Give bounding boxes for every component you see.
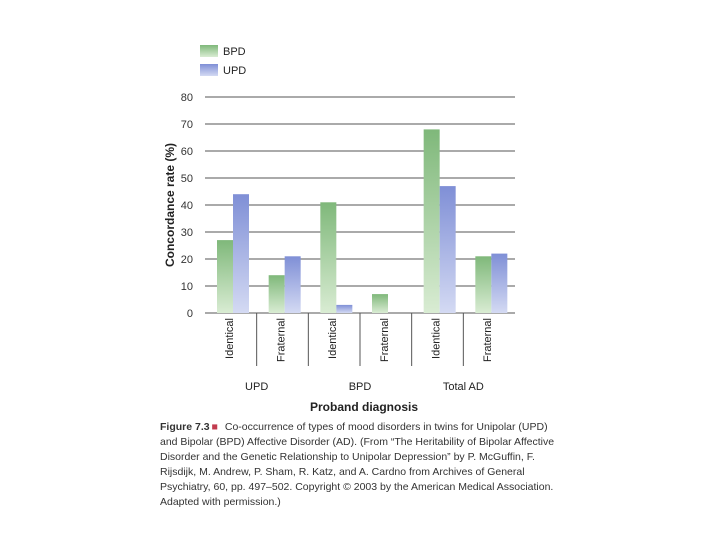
x-group-labels [245,381,484,393]
figure-label: Figure 7.3 [160,421,210,433]
grid-lines [205,97,515,313]
x-category-label: Fraternal [482,318,495,363]
bar-upd-2 [336,305,352,313]
x-group-label: UPD [245,381,269,393]
legend [200,45,246,77]
y-tick-label: 10 [180,281,193,293]
x-group-label: Total AD [442,381,484,393]
x-group-label: BPD [348,381,372,393]
x-category-labels [224,313,494,366]
y-tick-label: 70 [180,119,193,131]
bar-bpd-4 [424,129,440,313]
x-category-label: Identical [223,318,236,359]
legend-label-bpd: BPD [223,46,246,58]
bar-upd-5 [491,254,507,313]
y-tick-label: 40 [180,200,193,212]
legend-swatch-bpd [200,45,218,57]
figure-caption [160,420,560,510]
legend-label-upd: UPD [223,65,247,77]
y-tick-label: 30 [180,227,193,239]
bar-bpd-2 [320,202,336,313]
bar-bpd-5 [475,256,491,313]
x-category-label: Fraternal [275,318,288,363]
x-category-label: Fraternal [378,318,391,363]
legend-swatch-upd [200,64,218,76]
bar-upd-1 [285,256,301,313]
x-category-label: Identical [327,318,340,359]
y-axis-title: Concordance rate (%) [163,142,177,268]
x-category-label: Identical [430,318,443,359]
y-tick-label: 20 [180,254,193,266]
y-tick-label: 50 [180,173,193,185]
bar-bpd-1 [269,275,285,313]
bar-upd-4 [440,186,456,313]
y-tick-label: 0 [186,308,193,320]
figure-caption-text: Co-occurrence of types of mood disorders in twins for Unipolar (UPD) and Bipolar (BPD) Affective Disorder (AD). (From “The Heritability of Bipolar Affective Disorder and the Genetic Relationship to Unipolar Depression” by P. McGuffin, F. Rijsdijk, M. Andrew, P. Sham, R. Katz, and A. Cardno from Archives of General Psychiatry, 60, pp. 497–502. Copyright © 2003 by the American Medical Association. Adapted with permission.) [160,421,555,508]
y-tick-label: 60 [180,146,193,158]
bars [217,129,507,313]
y-tick-label: 80 [180,92,193,104]
figure-marker-icon: ■ [211,421,218,433]
bar-bpd-3 [372,294,388,313]
bar-upd-0 [233,194,249,313]
bar-bpd-0 [217,240,233,313]
x-axis-title: Proband diagnosis [309,400,419,414]
y-tick-labels [181,92,193,320]
